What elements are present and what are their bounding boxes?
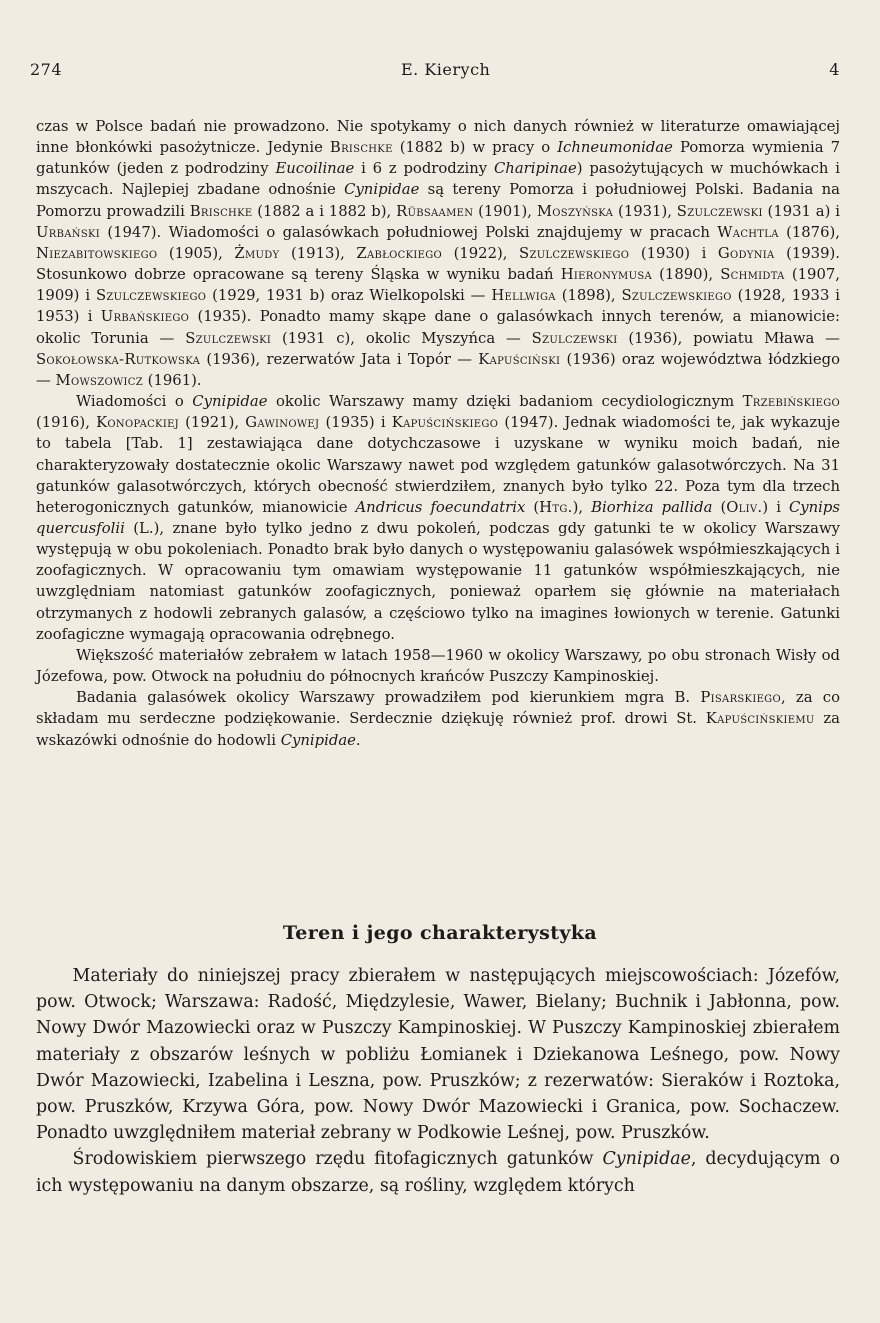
page-number: 274 — [30, 60, 63, 79]
section-heading: Teren i jego charakterystyka — [282, 922, 598, 944]
section-paragraph-1: Materiały do niniejszej pracy zbierałem w następujących miejscowościach: Józefów, pow. Otwock; Warszawa: Radość, Międzylesie, Wawer, Bielany; Buchnik i Jabłonna, pow. Nowy Dwór Mazowiecki oraz w Puszczy Kampinoskiej. W Puszczy Kampinoskiej zbierałem materiały z obszarów leśnych w pobliżu Łomianek i Dziekanowa Leśnego, pow. Nowy Dwór Mazowiecki, Izabelina i Leszna, pow. Pruszków; z rezerwatów: Sieraków i Roztoka, pow. Pruszków, Krzywa Góra, pow. Nowy Dwór Mazowiecki i Granica, pow. Sochaczew. Ponadto uwzględniłem materiał zebrany w Podkowie Leśnej, pow. Pruszków. — [36, 966, 840, 1144]
section-paragraph-2: Środowiskiem pierwszego rzędu fitofagicznych gatunków Cynipidae, decydującym o ich występowaniu na danym obszarze, są rośliny, względem których — [36, 1149, 840, 1196]
paragraph-1: czas w Polsce badań nie prowadzono. Nie spotykamy o nich danych również w literaturze omawiającej inne błonkówki pasożytnicze. Jedynie Brischke (1882 b) w pracy o Ichneumonidae Pomorza wymienia 7 gatunków (jeden z podrodziny Eucoilinae i 6 z podrodziny Charipinae) pasożytujących w muchówkach i mszycach. Najlepiej zbadane odnośnie Cynipidae są tereny Pomorza i południowej Polski. Badania na Pomorzu prowadzili Brischke (1882 a i 1882 b), Rübsaamen (1901), Moszyńska (1931), Szulczewski (1931 a) i Urbański (1947). Wiadomości o galasówkach południowej Polski znajdujemy w pracach Wachtla (1876), Niezabitowskiego (1905), Żmudy (1913), Zabłockiego (1922), Szulczewskiego (1930) i Godynia (1939). Stosunkowo dobrze opracowane są tereny Śląska w wyniku badań Hieronymusa (1890), Schmidta (1907, 1909) i Szulczewskiego (1929, 1931 b) oraz Wielkopolski — Hellwiga (1898), Szulczewskiego (1928, 1933 i 1953) i Urbańskiego (1935). Ponadto mamy skąpe dane o galasówkach innych terenów, a mianowicie: okolic Torunia — Szulczewski (1931 c), okolic Myszyńca — Szulczewski (1936), powiatu Mława — Sokołowska-Rutkowska (1936), rezerwatów Jata i Topór — Kapuściński (1936) oraz województwa łódzkiego — Mowszowicz (1961). — [36, 118, 841, 389]
page-header — [30, 60, 840, 79]
section-text — [36, 963, 840, 1199]
issue-number: 4 — [829, 60, 840, 79]
paragraph-2: Wiadomości o Cynipidae okolic Warszawy mamy dzięki badaniom cecydiologicznym Trzebińskiego (1916), Konopackiej (1921), Gawinowej (1935) i Kapuścińskiego (1947). Jednak wiadomości te, jak wykazuje to tabela [Tab. 1] zestawiająca dane dotychczasowe i uzyskane w wyniku moich badań, nie charakteryzowały dostatecznie okolic Warszawy nawet pod względem gatunków galasotwórczych. Na 31 gatunków galasotwórczych, których obecność stwierdziłem, znanych było tylko 22. Poza tym dla trzech heterogonicznych gatunków, mianowicie Andricus foecundatrix (Htg.), Biorhiza pallida (Oliv.) i Cynips quercusfolii (L.), znane było tylko jedno z dwu pokoleń, podczas gdy gatunki te w okolicy Warszawy występują w obu pokoleniach. Ponadto brak było danych o występowaniu galasówek współmieszkających i zoofagicznych. W opracowaniu tym omawiam występowanie 11 gatunków współmieszkających, nie uwzględniam natomiast gatunków zoofagicznych, ponieważ oparłem się głównie na materiałach otrzymanych z hodowli zebranych galasów, a częściowo tylko na imagines łowionych w terenie. Gatunki zoofagiczne wymagają opracowania odrębnego. — [36, 393, 840, 643]
paragraph-4: Badania galasówek okolicy Warszawy prowadziłem pod kierunkiem mgra B. Pisarskiego, za co składam mu serdeczne podziękowanie. Serdecznie dziękuję również prof. drowi St. Kapuścińskiemu za wskazówki odnośnie do hodowli Cynipidae. — [36, 689, 840, 749]
intro-text — [36, 116, 840, 751]
paragraph-3: Większość materiałów zebrałem w latach 1958—1960 w okolicy Warszawy, po obu stronach Wisły od Józefowa, pow. Otwock na południu do północnych krańców Puszczy Kampinoskiej. — [36, 646, 840, 686]
running-title: E. Kierych — [401, 60, 491, 79]
